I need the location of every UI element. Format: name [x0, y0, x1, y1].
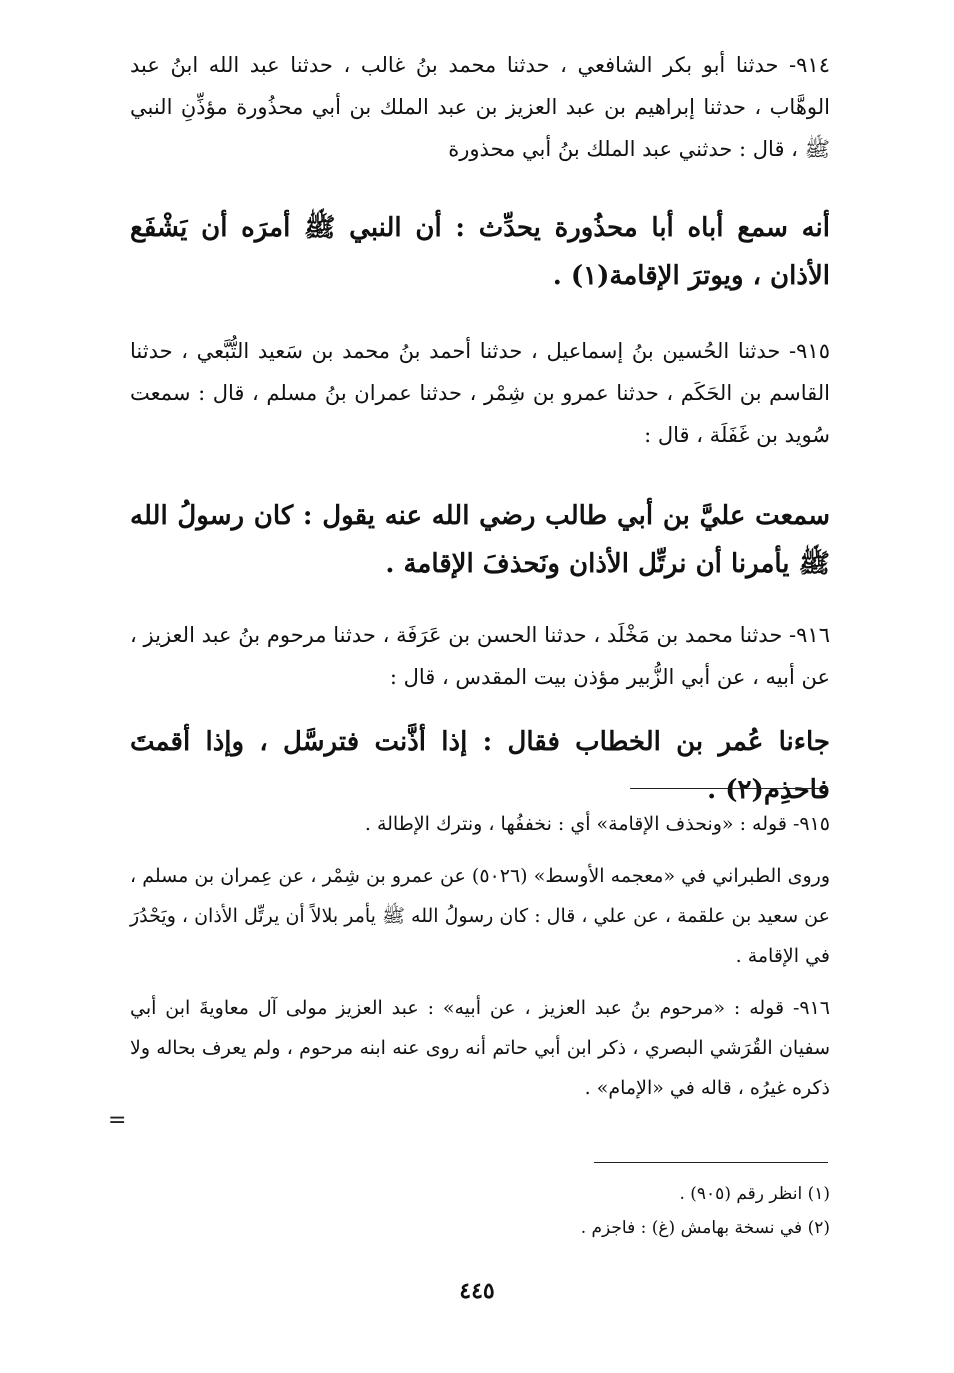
- footnote-separator: [594, 1162, 828, 1163]
- hadith-915-isnad: ٩١٥- حدثنا الحُسين بنُ إسماعيل ، حدثنا أحمد بنُ محمد بن سَعيد التُّبَّعي ، حدثنا القاسم بن الحَكَم ، حدثنا عمرو بن شِمْر ، حدثنا عمران بنُ مسلم ، قال : سمعت سُويد بن غَفَلَة ، قال :: [130, 339, 830, 447]
- hadith-916-matn: جاءنا عُمر بن الخطاب فقال : إذا أذَّنت فترسَّل ، وإذا أقمتَ فاحذِم(٢) .: [130, 727, 830, 805]
- hadith-914-matn: أنه سمع أباه أبا محذُورة يحدِّث : أن النبي ﷺ أمرَه أن يَشْفَع الأذان ، ويوترَ الإقامة(١) .: [130, 213, 830, 291]
- continuation-mark: =: [108, 1108, 127, 1133]
- footnote-1: (١) انظر رقم (٩٠٥) .: [679, 1184, 830, 1204]
- hadith-916-isnad: ٩١٦- حدثنا محمد بن مَخْلَد ، حدثنا الحسن بن عَرَفَة ، حدثنا مرحوم بنُ عبد العزيز ، عن أبيه ، عن أبي الزُّبير مؤذن بيت المقدس ، قال :: [130, 623, 830, 689]
- hadith-914-isnad: ٩١٤- حدثنا أبو بكر الشافعي ، حدثنا محمد بنُ غالب ، حدثنا عبد الله ابنُ عبد الوهَّاب ، حدثنا إبراهيم بن عبد العزيز بن عبد الملك بن أبي محذُورة مؤذِّنِ النبي ﷺ ، قال : حدثني عبد الملك بنُ أبي محذورة: [130, 53, 830, 161]
- commentary-916: ٩١٦- قوله : «مرحوم بنُ عبد العزيز ، عن أبيه» : عبد العزيز مولى آل معاويةَ ابن أبي سفيان القُرَشي البصري ، ذكر ابن أبي حاتم أنه روى عنه ابنه مرحوم ، ولم يعرف بحاله ولا ذكره غيرُه ، قاله في «الإمام» .: [130, 997, 830, 1099]
- page-number: ٤٤٥: [459, 1278, 495, 1304]
- commentary-separator: [630, 788, 828, 789]
- commentary-915-a: ٩١٥- قوله : «ونحذف الإقامة» أي : نخففُها ، ونترك الإطالة .: [364, 813, 830, 835]
- footnote-2: (٢) في نسخة بهامش (غ) : فاجزم .: [580, 1218, 830, 1238]
- commentary-915-b: وروى الطبراني في «معجمه الأوسط» (٥٠٢٦) عن عمرو بن شِمْر ، عن عِمران بن مسلم ، عن سعيد بن علقمة ، عن علي ، قال : كان رسولُ الله ﷺ يأمر بلالاً أن يرتِّل الأذان ، ويَحْدُرَ في الإقامة .: [130, 865, 830, 967]
- hadith-915-matn: سمعت عليَّ بن أبي طالب رضي الله عنه يقول : كان رسولُ الله ﷺ يأمرنا أن نرتِّل الأذان ونَحذفَ الإقامة .: [130, 501, 830, 579]
